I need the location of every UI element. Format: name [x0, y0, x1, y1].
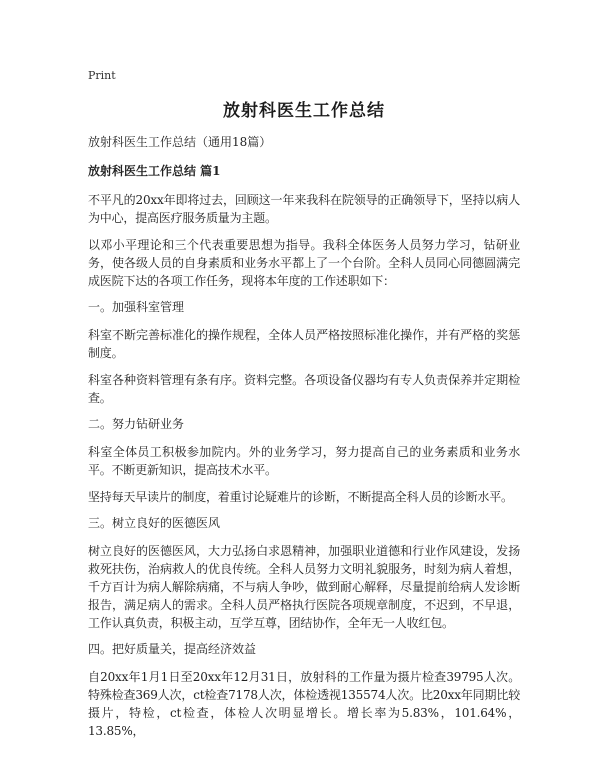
section-heading: 二。努力钻研业务	[88, 417, 185, 431]
article-content	[88, 134, 520, 749]
paragraph: 坚持每天早读片的制度，着重讨论疑难片的诊断，不断提高全科人员的诊断水平。	[88, 490, 513, 504]
section-heading: 四。把好质量关，提高经济效益	[88, 642, 257, 656]
paragraph: 自20xx年1月1日至20xx年12月31日，放射科的工作量为摄片检查39795人次。特殊检查369人次，ct检查7178人次，体检透视135574人次。比20xx年同期比较摄片，特检，ct检查，体检人次明显增长。增长率为5.83%，101.64%，13.85%，	[88, 670, 520, 738]
paragraph: 科室各种资料管理有条有序。资料完整。各项设备仪器均有专人负责保养并定期检查。	[88, 373, 520, 405]
paragraph: 不平凡的20xx年即将过去，回顾这一年来我科在院领导的正确领导下，坚持以病人为中心，提高医疗服务质量为主题。	[88, 193, 520, 225]
paragraph: 科室不断完善标准化的操作规程，全体人员严格按照标准化操作，并有严格的奖惩制度。	[88, 328, 520, 360]
paragraph: 以邓小平理论和三个代表重要思想为指导。我科全体医务人员努力学习，钻研业务，使各级人员的自身素质和业务水平都上了一个台阶。全科人员同心同德圆满完成医院下达的各项工作任务，现将本年度的工作述职如下：	[88, 238, 520, 288]
paragraph: 科室全体员工积极参加院内。外的业务学习，努力提高自己的业务素质和业务水平。不断更新知识，提高技术水平。	[88, 445, 520, 477]
paragraph: 树立良好的医德医风，大力弘扬白求恩精神，加强职业道德和行业作风建设，发扬救死扶伤，治病救人的优良传统。全科人员努力文明礼貌服务，时刻为病人着想，千方百计为病人解除病痛，不与病人争吵，做到耐心解释，尽量提前给病人发诊断报告，满足病人的需求。全科人员严格执行医院各项规章制度，不迟到，不早退，工作认真负责，积极主动，互学互尊，团结协作，全年无一人收红包。	[88, 544, 520, 630]
section-heading: 三。树立良好的医德医风	[88, 516, 221, 530]
print-link[interactable]: Print	[88, 69, 116, 82]
page-title: 放射科医生工作总结	[223, 101, 385, 121]
article-subtitle: 放射科医生工作总结（通用18篇）	[88, 135, 272, 149]
section-heading: 一。加强科室管理	[88, 300, 185, 314]
article-heading: 放射科医生工作总结 篇1	[88, 164, 221, 178]
